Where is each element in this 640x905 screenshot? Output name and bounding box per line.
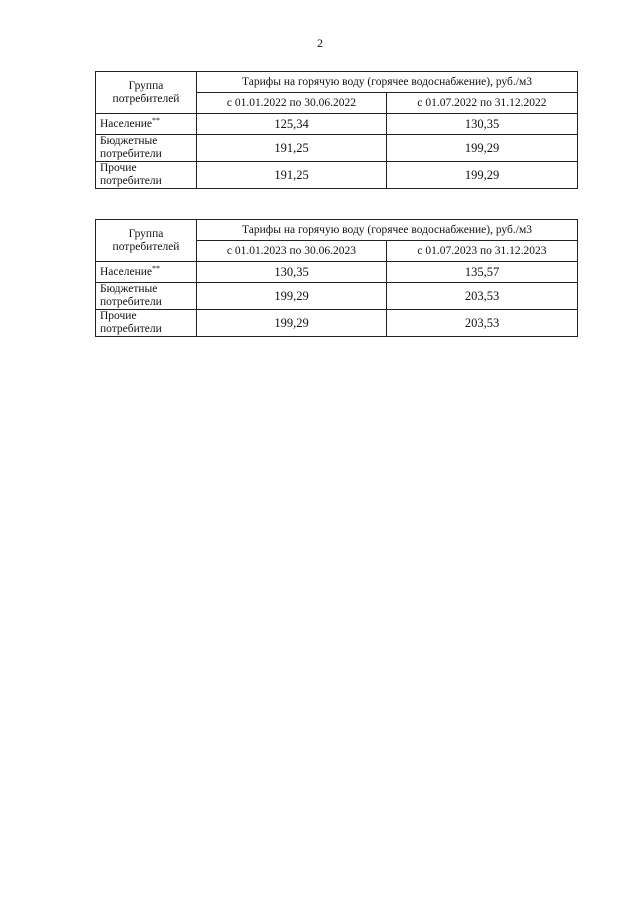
table-row [96,262,578,283]
table-row [96,310,578,337]
row-label-line-2: потребители [100,323,162,335]
row-label-cell [96,310,197,337]
row-label-line-1: Прочие [100,162,137,174]
tariff-value: 203,53 [387,310,578,337]
row-label-line-1: Бюджетные [100,283,158,295]
group-header-line-1: Группа [128,79,164,92]
row-label-line-1: Бюджетные [100,135,158,147]
row-label-line-2: потребители [100,175,162,187]
tariff-header: Тарифы на горячую воду (горячее водоснабжение), руб./м3 [197,220,578,241]
period-header-1: с 01.01.2023 по 30.06.2023 [197,241,387,262]
group-header-line-2: потребителей [112,92,180,105]
tariff-value: 125,34 [197,114,387,135]
period-header-2: с 01.07.2023 по 31.12.2023 [387,241,578,262]
row-label-cell [96,114,197,135]
row-label-cell [96,135,197,162]
footnote-mark: ** [152,263,161,273]
row-label: Население [100,117,153,130]
row-label-cell [96,283,197,310]
row-label-line-1: Прочие [100,310,137,322]
tariff-value: 199,29 [387,162,578,189]
row-label-cell [96,262,197,283]
period-header-1: с 01.01.2022 по 30.06.2022 [197,93,387,114]
tariff-value: 191,25 [197,162,387,189]
tariff-header: Тарифы на горячую воду (горячее водоснабжение), руб./м3 [197,72,578,93]
row-label-line-2: потребители [100,148,162,160]
table-row [96,283,578,310]
group-header-line-2: потребителей [112,240,180,253]
group-header-line-1: Группа [128,227,164,240]
tariff-table-2023 [95,219,578,337]
tariff-value: 130,35 [387,114,578,135]
tariff-value: 191,25 [197,135,387,162]
row-label: Население [100,265,153,278]
tariff-value: 203,53 [387,283,578,310]
group-header-cell [96,72,197,114]
period-header-2: с 01.07.2022 по 31.12.2022 [387,93,578,114]
tariff-value: 199,29 [197,310,387,337]
tariff-value: 199,29 [387,135,578,162]
tariff-value: 135,57 [387,262,578,283]
row-label-cell [96,162,197,189]
table-row [96,162,578,189]
row-label-line-2: потребители [100,296,162,308]
table-row [96,135,578,162]
group-header-cell [96,220,197,262]
table-row [96,114,578,135]
tariff-value: 130,35 [197,262,387,283]
footnote-mark: ** [152,115,161,125]
tariff-value: 199,29 [197,283,387,310]
tariff-table-2022 [95,71,578,189]
page-number: 2 [317,36,323,50]
